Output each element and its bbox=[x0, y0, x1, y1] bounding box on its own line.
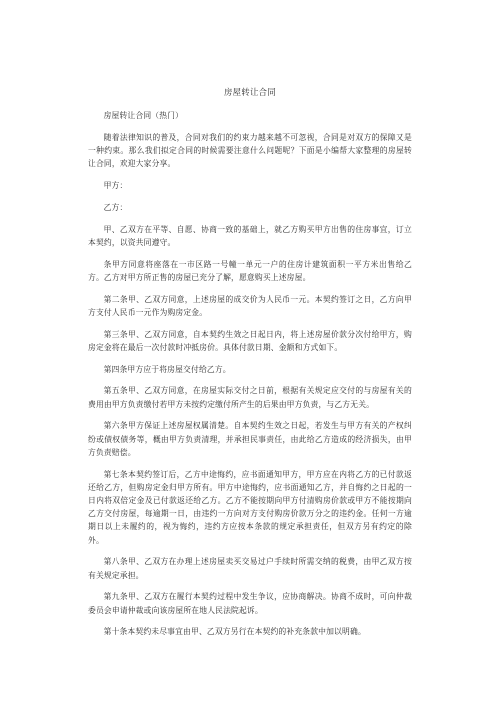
document-title: 房屋转让合同 bbox=[223, 87, 277, 97]
document-subtitle: 房屋转让合同（热门） bbox=[103, 111, 184, 120]
clause-3: 第三条甲、乙双方同意，自本契约生效之日起日内，将上述房屋价款分次付给甲方，购房定金将在最后一次付款时冲抵房价。具体付款日期、金额和方式如下。 bbox=[88, 329, 412, 352]
clause-7: 第七条本契约签订后，乙方中途悔约，应书面通知甲方，甲方应在内将乙方的已付款返还给乙方，但购房定金归甲方所有。甲方中途悔约，应书面通知乙方，并自悔约之日起的一日内将双倍定金及已付款返还给乙方。乙方不能按期向甲方付清购房价款或甲方不能按期向乙方交付房屋，每逾期一日，由违约一方向对方支付购房价款万分之的违约金。任何一方逾期日以上未履约的，视为悔约，违约方应按本条款的规定承担责任，但双方另有约定的除外。 bbox=[88, 469, 412, 545]
preamble-paragraph: 甲、乙双方在平等、自愿、协商一致的基础上，就乙方购买甲方出售的住房事宜，订立本契约，以资共同遵守。 bbox=[88, 224, 412, 247]
party-a-line: 甲方： bbox=[103, 181, 128, 190]
clause-6: 第六条甲方保证上述房屋权属清楚。自本契约生效之日起，若发生与甲方有关的产权纠纷或债权债务等，概由甲方负责清理，并承担民事责任，由此给乙方造成的经济损失，由甲方负责赔偿。 bbox=[88, 421, 412, 457]
clause-4: 第四条甲方应于将房屋交付给乙方。 bbox=[103, 364, 231, 374]
intro-paragraph: 随着法律知识的普及，合同对我们的约束力越来越不可忽视，合同是对双方的保障又是一种约束。那么我们拟定合同的时候需要注意什么问题呢？下面是小编帮大家整理的房屋转让合同，欢迎大家分享。 bbox=[88, 132, 412, 169]
clause-10: 第十条本契约未尽事宜由甲、乙双方另行在本契约的补充条款中加以明确。 bbox=[103, 627, 366, 637]
party-b-line: 乙方： bbox=[103, 202, 128, 212]
document-body bbox=[88, 109, 412, 639]
clause-2: 第二条甲、乙双方同意，上述房屋的成交价为人民币一元。本契约签订之日，乙方向甲方支付人民币一元作为购房定金。 bbox=[88, 294, 412, 317]
clause-1: 条甲方同意将座落在一市区路一号幢一单元一户的住房计建筑面积一平方米出售给乙方。乙方对甲方所正售的房屋已充分了解，愿意购买上述房屋。 bbox=[88, 259, 412, 282]
clause-8: 第八条甲、乙双方在办理上述房屋卖买交易过户手续时所需交纳的税费，由甲乙双方按有关规定承担。 bbox=[88, 557, 412, 580]
clause-9: 第九条甲、乙双方在履行本契约过程中发生争议，应协商解决。协商不成时，可向仲裁委员会申请仲裁或向该房屋所在地人民法院起诉。 bbox=[88, 592, 412, 615]
clause-5: 第五条甲、乙双方同意，在房屋实际交付之日前，根据有关规定应交付的与房屋有关的费用由甲方负责缴付若甲方未按约定缴付所产生的后果由甲方负责，与乙方无关。 bbox=[88, 386, 412, 409]
